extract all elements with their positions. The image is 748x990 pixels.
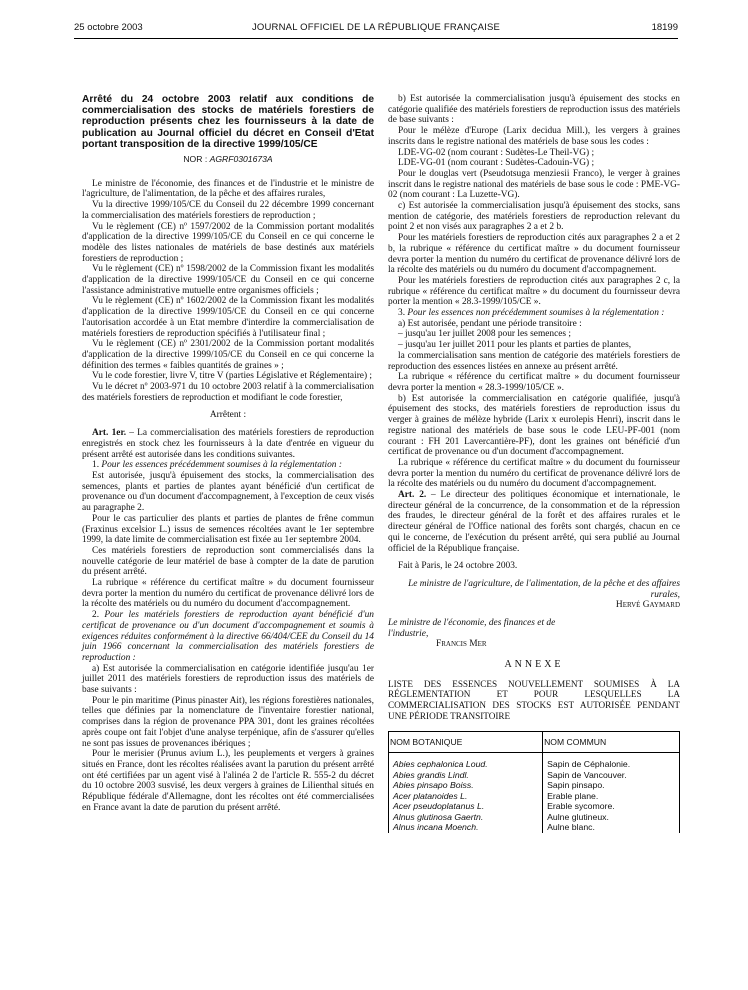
botanical-name: Acer pseudoplatanus L.: [389, 801, 543, 812]
paragraph: Vu le règlement (CE) nº 2301/2002 de la Commission portant modalités d'application de la directive 1999/105/CE du Conseil en ce qui concerne la définition des termes « faibles quantités de graines » ;: [82, 339, 374, 371]
header-date: 25 octobre 2003: [74, 22, 143, 33]
botanical-name: Acer platanoides L.: [389, 791, 543, 802]
page-number: 18199: [651, 22, 678, 33]
table-row: [389, 812, 680, 823]
signature-1-name: Hervé Gaymard: [615, 600, 680, 611]
paragraph: Pour les matériels forestiers de reproduction cités aux paragraphes 2 a et 2 b, la rubrique « référence du certificat maître » du document fournisseur devra porter la mention du numéro du certificat de provenance délivré lors de la récolte des matériels ou du numéro du document d'accompagnement.: [388, 233, 680, 276]
signature-2-name: Francis Mer: [436, 639, 487, 650]
common-name: Erable sycomore.: [543, 801, 680, 812]
paragraph: La rubrique « référence du certificat maître » du document fournisseur devra porter la mention du numéro du certificat de provenance délivré lors de la récolte des matériels ou du numéro du document d'accompagnement.: [82, 578, 374, 610]
decree-title: Arrêté du 24 octobre 2003 relatif aux conditions de commercialisation des stocks de matériels forestiers de reproduction présents chez les fournisseurs à la date de publication au Journal officiel du décret en Conseil d'Etat portant transposition de la directive 1999/105/CE: [82, 94, 374, 150]
signature-2-role: Le ministre de l'économie, des finances et de l'industrie,: [388, 618, 556, 639]
annexe-title: LISTE DES ESSENCES NOUVELLEMENT SOUMISES À LA RÉGLEMENTATION ET POUR LESQUELLES LA COMMERCIALISATION DES STOCKS EST AUTORISÉE PENDANT UNE PÉRIODE TRANSITOIRE: [388, 678, 680, 721]
header-rule: [74, 38, 678, 39]
common-name: Aulne blanc.: [543, 822, 680, 833]
section-number: 3.: [398, 308, 408, 319]
paragraph: Vu le règlement (CE) nº 1597/2002 de la Commission portant modalités d'application de la directive 1999/105/CE du Conseil en ce qui concerne le modèle des listes nationales de matériels de base destinés aux matériels forestiers de reproduction ;: [82, 221, 374, 264]
section-title: Pour les matériels forestiers de reproduction ayant bénéficié d'un certificat de provenance ou d'un document d'accompagnement et soumis à exigences réduites conformément à la directive 66/404/CEE du Conseil du 14 juin 1966 concernant la commercialisation des matériels forestiers de reproduction :: [82, 610, 374, 663]
paragraph: a) Est autorisée, pendant une période transitoire :: [398, 318, 582, 329]
paragraph: a) Est autorisée la commercialisation en catégorie identifiée jusqu'au 1er juillet 2011 des matériels forestiers de reproduction issus des matériels de base suivants :: [82, 663, 374, 696]
paragraph: la commercialisation sans mention de catégorie des matériels forestiers de reproduction des essences listées en annexe au présent arrêté.: [388, 350, 680, 372]
column-header-common: NOM COMMUN: [543, 732, 680, 753]
table-row: [389, 753, 680, 770]
paragraph: Pour le pin maritime (Pinus pinaster Ait), les régions forestières nationales, telles que définies par la nomenclature de l'inventaire forestier national, comprises dans la région de provenance PPA 301, dont les graines récoltées après coupe ont fait l'objet d'une analyse terpénique, afin de s'assurer qu'elles ne sont pas issues de provenances ibériques ;: [82, 695, 374, 749]
list-item: – jusqu'au 1er juillet 2011 pour les plants et parties de plantes,: [398, 340, 632, 351]
common-name: Aulne glutineux.: [543, 812, 680, 823]
table-header-row: [389, 732, 680, 753]
right-column: [388, 94, 680, 833]
section-number: 2.: [92, 610, 105, 621]
paragraph: Pour le merisier (Prunus avium L.), les peuplements et vergers à graines situés en France, dont les récoltes réalisées avant la parution du présent arrêté ont été certifiées par un agent visé à l'alinéa 2 de l'article R. 555-2 du décret du 10 octobre 2003 susvisé, les deux vergers à graines de Lilienthal situés en République fédérale d'Allemagne, dont les récoltes ont été commercialisées en France avant la date de parution du présent arrêté.: [82, 749, 374, 813]
page-header: [74, 22, 678, 36]
botanical-name: Abies grandis Lindl.: [389, 770, 543, 781]
paragraph: La rubrique « référence du certificat maître » du document fournisseur devra porter la mention « 28.3-1999/105/CE ».: [388, 372, 680, 393]
nor-code: AGRF0301673A: [209, 154, 273, 165]
table-row: [389, 791, 680, 802]
journal-name: JOURNAL OFFICIEL DE LA RÉPUBLIQUE FRANÇAISE: [251, 22, 501, 33]
signature-1: [388, 600, 680, 611]
paragraph: Vu le règlement (CE) nº 1602/2002 de la Commission fixant les modalités d'application de la directive 1999/105/CE du Conseil en ce qui concerne l'autorisation accordée à un Etat membre d'interdire la commercialisation de matériels forestiers de reproduction spécifiés à l'utilisateur final ;: [82, 296, 374, 339]
section-1-heading: [82, 460, 374, 471]
paragraph: Pour le mélèze d'Europe (Larix decidua Mill.), les vergers à graines inscrits dans le registre national des matériels de base sous les codes :: [388, 126, 680, 147]
common-name: Erable plane.: [543, 791, 680, 802]
table-row: [389, 822, 680, 833]
botanical-name: Alnus incana Moench.: [389, 822, 543, 833]
paragraph: Pour les matériels forestiers de reproduction cités aux paragraphes 2 c, la rubrique « référence du certificat maître » du document du fournisseur devra porter la mention « 28.3-1999/105/CE ».: [388, 275, 680, 308]
paragraph: Vu le code forestier, livre V, titre V (parties Législative et Réglementaire) ;: [92, 371, 373, 382]
paragraph: Le ministre de l'économie, des finances et de l'industrie et le ministre de l'agriculture, de l'alimentation, de la pêche et des affaires rurales,: [82, 178, 374, 200]
arretent: Arrêtent :: [209, 410, 247, 421]
paragraph: Vu le règlement (CE) nº 1598/2002 de la Commission fixant les modalités d'application de la directive 1999/105/CE du Conseil en ce qui concerne l'assistance administrative mutuelle entre organismes officiels ;: [82, 264, 374, 296]
table-row: [389, 801, 680, 812]
paragraph: Est autorisée, jusqu'à épuisement des stocks, la commercialisation des semences, plants et parties de plantes ayant bénéficié d'un certificat de provenance ou d'un document d'accompagnement, à l'exception de ceux visés au paragraphe 2.: [82, 471, 374, 514]
section-title: Pour les essences précédemment soumises à la réglementation :: [101, 460, 342, 471]
paragraph: Vu la directive 1999/105/CE du Conseil du 22 décembre 1999 concernant la commercialisation des matériels forestiers de reproduction ;: [82, 200, 374, 221]
article-1-text: – La commercialisation des matériels forestiers de reproduction enregistrés en stock chez les fournisseurs à la date d'entrée en vigueur du présent arrêté est autorisée dans les conditions suivantes.: [82, 428, 374, 460]
botanical-name: Abies cephalonica Loud.: [389, 753, 543, 770]
species-table: [388, 731, 680, 833]
signature-2: [388, 639, 680, 650]
paragraph: La rubrique « référence du certificat maître » du document du fournisseur devra porter la mention du numéro du certificat de provenance délivré lors de la récolte des matériels ou du numéro du document d'accompagnement.: [388, 457, 680, 490]
section-title: Pour les essences non précédemment soumises à la réglementation :: [407, 308, 665, 319]
paragraph: b) Est autorisée la commercialisation jusqu'à épuisement des stocks en catégorie qualifiée des matériels forestiers de reproduction issus des matériels de base suivants :: [388, 94, 680, 126]
paragraph: c) Est autorisée la commercialisation jusqu'à épuisement des stocks, sans mention de catégorie, des matériels forestiers de reproduction relevant du point 2 et non visés aux paragraphes 2 a et 2 b.: [388, 201, 680, 233]
botanical-name: Abies pinsapo Boiss.: [389, 780, 543, 791]
paragraph: LDE-VG-02 (nom courant : Sudètes-Le Theil-VG) ;: [398, 147, 595, 158]
paragraph: LDE-VG-01 (nom courant : Sudètes-Cadouin-VG) ;: [398, 158, 595, 169]
section-3-heading: [388, 308, 680, 319]
common-name: Sapin pinsapo.: [543, 780, 680, 791]
list-item: – jusqu'au 1er juillet 2008 pour les semences ;: [398, 329, 572, 340]
article-2: [388, 490, 680, 554]
article-2-label: Art. 2.: [398, 490, 427, 501]
paragraph: Vu le décret nº 2003-971 du 10 octobre 2003 relatif à la commercialisation des matériels forestiers de reproduction et modifiant le code forestier,: [82, 382, 374, 403]
paragraph: Pour le cas particulier des plants et parties de plantes de frêne commun (Fraxinus excelsior L.) issus de semences récoltées avant le 1er septembre 1999, la date limite de commercialisation est fixée au 1er septembre 2004.: [82, 513, 374, 546]
common-name: Sapin de Céphalonie.: [543, 753, 680, 770]
paragraph: Pour le douglas vert (Pseudotsuga menziesii Franco), le verger à graines inscrit dans le registre national des matériels de base sous le code : PME-VG-02 (nom courant : La Luzette-VG).: [388, 168, 680, 201]
botanical-name: Alnus glutinosa Gaertn.: [389, 812, 543, 823]
article-1: [82, 428, 374, 460]
common-name: Sapin de Vancouver.: [543, 770, 680, 781]
column-header-botanical: NOM BOTANIQUE: [389, 732, 543, 753]
article-2-text: – Le directeur des politiques économique et internationale, le directeur général de la concurrence, de la consommation et de la répression des fraudes, le directeur général de la forêt et des affaires rurales et le directeur général de l'Office national des forêts sont chargés, chacun en ce qui le concerne, de l'exécution du présent arrêté, qui sera publié au Journal officiel de la République française.: [388, 490, 680, 554]
left-column: [82, 94, 374, 814]
section-number: 1.: [92, 460, 102, 471]
paragraph: b) Est autorisée la commercialisation en catégorie qualifiée, jusqu'à épuisement des stocks, des matériels forestiers de reproduction issus du verger à graines de mélèze hybride (Larix x eurolepis Henri), inscrit dans le registre national des matériels de base sous le code LEU-PF-001 (nom courant : FH 201 Lavercantière-PF), dont les graines ont bénéficié d'un certificat de provenance ou d'un document d'accompagnement.: [388, 393, 680, 458]
signature-1-role: Le ministre de l'agriculture, de l'alimentation, de la pêche et des affaires rurales,: [408, 578, 680, 600]
section-2-heading: [82, 610, 374, 664]
paragraph: Ces matériels forestiers de reproduction sont commercialisés dans la nouvelle catégorie de leur matériel de base à compter de la date de parution du présent arrêté.: [82, 545, 374, 578]
nor-label: NOR :: [183, 154, 210, 165]
signature-date: Fait à Paris, le 24 octobre 2003.: [398, 561, 518, 572]
article-1-label: Art. 1er.: [92, 428, 127, 439]
table-row: [389, 770, 680, 781]
nor-reference: [82, 154, 374, 165]
annexe-heading: ANNEXE: [504, 659, 564, 671]
table-row: [389, 780, 680, 791]
